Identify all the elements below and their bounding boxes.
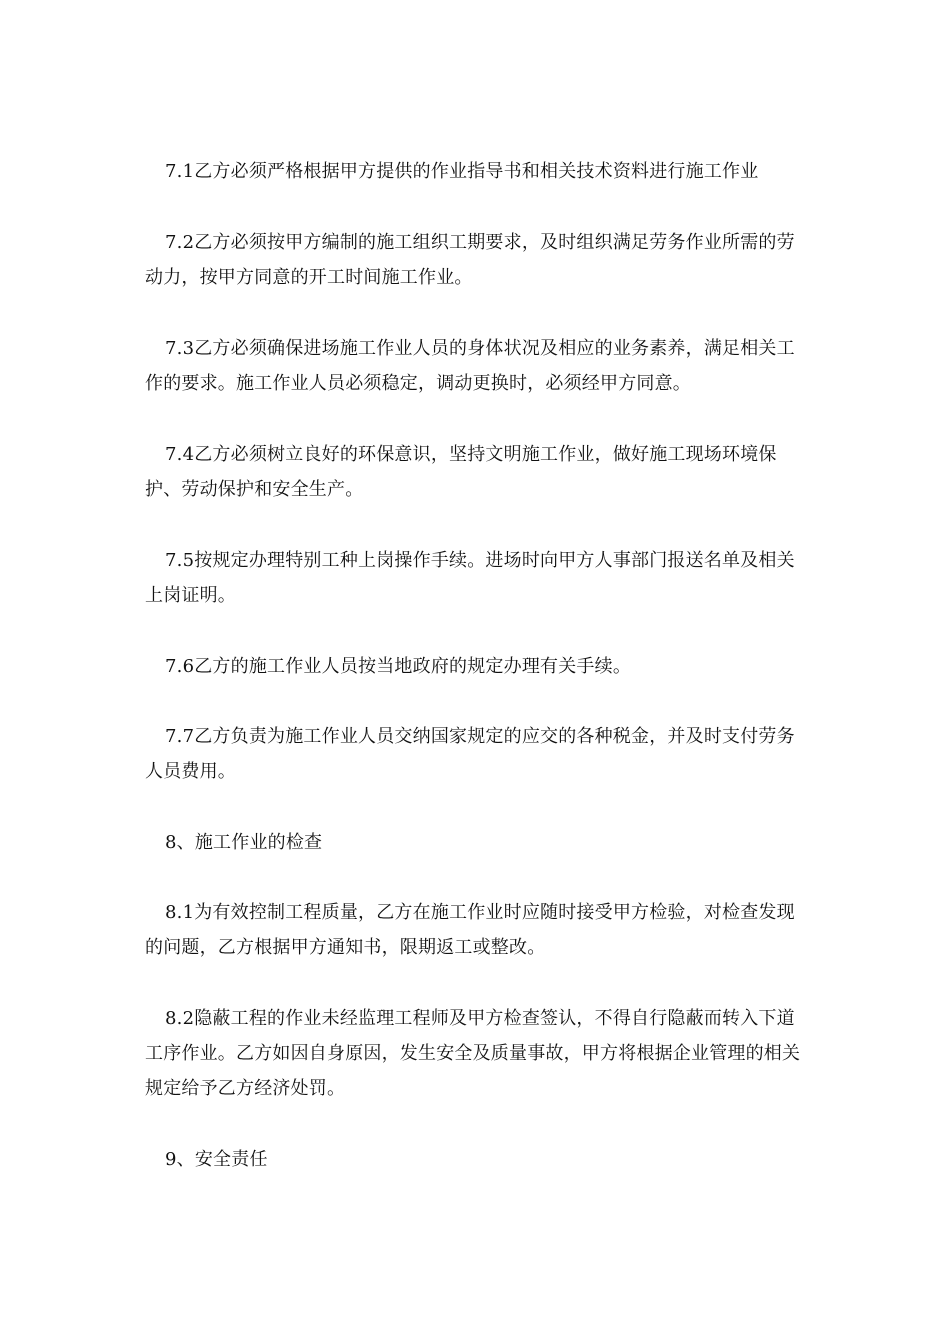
paragraph-7-4: 7.4乙方必须树立良好的环保意识，坚持文明施工作业，做好施工现场环境保护、劳动保护和安全生产。 — [145, 444, 777, 500]
section-heading-9: 9、安全责任 — [165, 1149, 268, 1170]
paragraph-7-7: 7.7乙方负责为施工作业人员交纳国家规定的应交的各种税金，并及时支付劳务人员费用。 — [145, 726, 795, 782]
paragraph-7-6: 7.6乙方的施工作业人员按当地政府的规定办理有关手续。 — [165, 656, 632, 677]
paragraph-7-3: 7.3乙方必须确保进场施工作业人员的身体状况及相应的业务素养，满足相关工作的要求。施工作业人员必须稳定，调动更换时，必须经甲方同意。 — [145, 338, 795, 394]
paragraph-7-1: 7.1乙方必须严格根据甲方提供的作业指导书和相关技术资料进行施工作业 — [165, 161, 759, 182]
paragraph-8-1: 8.1为有效控制工程质量，乙方在施工作业时应随时接受甲方检验，对检查发现的问题，乙方根据甲方通知书，限期返工或整改。 — [145, 902, 795, 958]
paragraph-8-2: 8.2隐蔽工程的作业未经监理工程师及甲方检查签认，不得自行隐蔽而转入下道工序作业。乙方如因自身原因，发生安全及质量事故，甲方将根据企业管理的相关规定给予乙方经济处罚。 — [145, 1008, 801, 1099]
paragraph-7-2: 7.2乙方必须按甲方编制的施工组织工期要求，及时组织满足劳务作业所需的劳动力，按甲方同意的开工时间施工作业。 — [145, 232, 795, 288]
paragraph-7-5: 7.5按规定办理特别工种上岗操作手续。进场时向甲方人事部门报送名单及相关上岗证明。 — [145, 550, 795, 606]
section-heading-8: 8、施工作业的检查 — [165, 832, 323, 853]
